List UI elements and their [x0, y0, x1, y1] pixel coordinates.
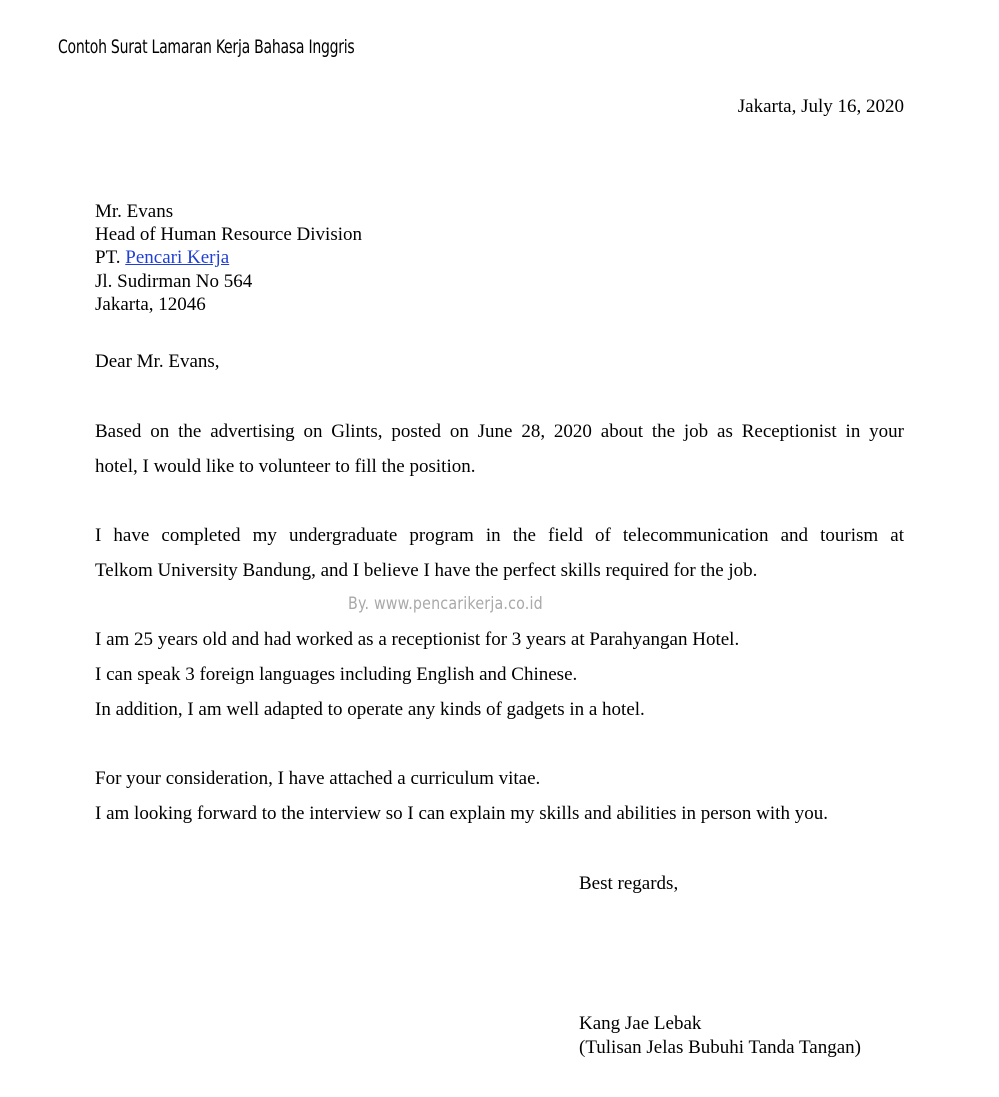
recipient-block [95, 200, 362, 316]
signature-block [579, 1012, 861, 1059]
salutation: Dear Mr. Evans, [95, 351, 220, 372]
paragraph-line: In addition, I am well adapted to operate any kinds of gadgets in a hotel. [95, 699, 645, 720]
paragraph-line: Based on the advertising on Glints, posted on June 28, 2020 about the job as Receptionist in your [95, 421, 904, 442]
letter-date: Jakarta, July 16, 2020 [737, 96, 904, 117]
paragraph-line: I am looking forward to the interview so I can explain my skills and abilities in person with you. [95, 803, 828, 824]
watermark: By. www.pencarikerja.co.id [348, 594, 543, 614]
paragraph-line: I have completed my undergraduate program in the field of telecommunication and tourism at [95, 525, 904, 546]
recipient-city: Jakarta, 12046 [95, 293, 206, 315]
paragraph-education [95, 518, 904, 588]
paragraph-application [95, 414, 904, 484]
signature-note: (Tulisan Jelas Bubuhi Tanda Tangan) [579, 1036, 861, 1058]
recipient-company [95, 246, 362, 269]
paragraph-line: Telkom University Bandung, and I believe I have the perfect skills required for the job. [95, 560, 758, 581]
document-title: Contoh Surat Lamaran Kerja Bahasa Inggris [58, 36, 355, 58]
paragraph-closing [95, 761, 904, 831]
company-prefix: PT. [95, 247, 121, 269]
closing-phrase: Best regards, [579, 873, 679, 894]
company-link[interactable]: Pencari Kerja [125, 247, 230, 269]
recipient-name: Mr. Evans [95, 201, 174, 222]
recipient-position: Head of Human Resource Division [95, 224, 362, 246]
paragraph-line: I am 25 years old and had worked as a receptionist for 3 years at Parahyangan Hotel. [95, 629, 740, 650]
paragraph-line: hotel, I would like to volunteer to fill the position. [95, 456, 476, 477]
signature-name: Kang Jae Lebak [579, 1013, 702, 1034]
paragraph-line: I can speak 3 foreign languages including English and Chinese. [95, 664, 578, 685]
paragraph-experience [95, 622, 904, 727]
recipient-address: Jl. Sudirman No 564 [95, 270, 253, 292]
paragraph-line: For your consideration, I have attached a curriculum vitae. [95, 768, 541, 789]
